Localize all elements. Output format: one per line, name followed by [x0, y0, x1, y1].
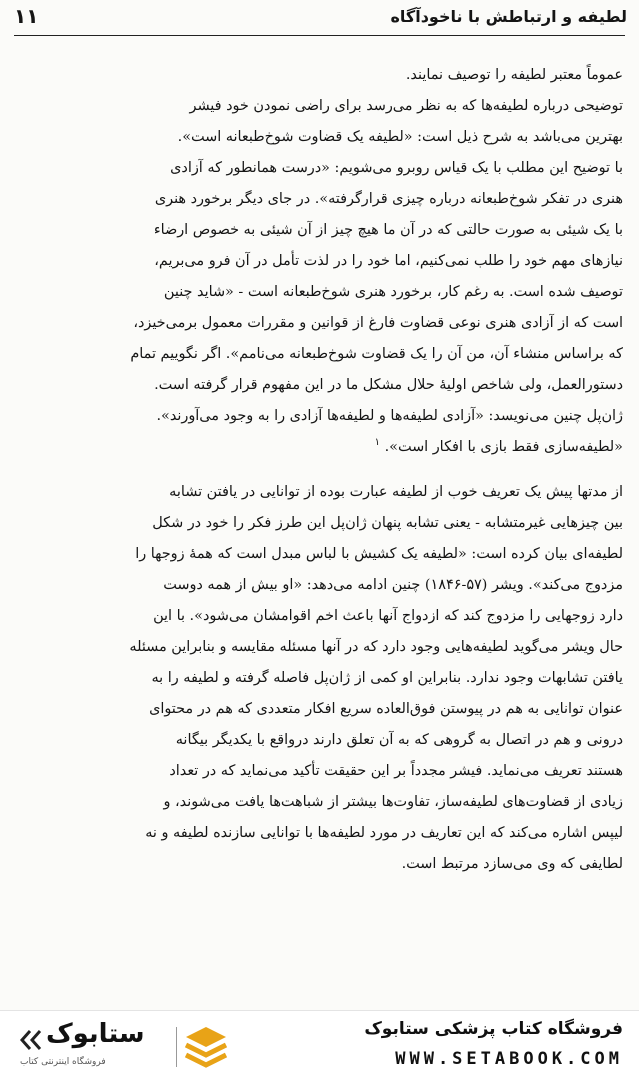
- header-divider: [14, 35, 625, 36]
- text-line: بهترین می‌باشد به شرح ذیل است: «لطیفه یک قضاوت شوخ‌طبعانه است».: [177, 129, 623, 145]
- text-line-with-footnote: [20, 432, 623, 463]
- double-chevron-icon: [16, 1025, 46, 1055]
- text-line: هنری در تفکر شوخ‌طبعانه درباره چیزی قرارگرفته». در جای دیگر برخورد هنری: [154, 191, 623, 207]
- text-line: نیازهای مهم خود را طلب نمی‌کنیم، اما خود را در لذت تأمل در آن فرو می‌بریم،: [154, 253, 623, 269]
- text-line: دستورالعمل، ولی شاخص اولیهٔ حلال مشکل ما در این مفهوم قرار گرفته است.: [154, 377, 623, 393]
- logo-wordmark: ستابوک: [46, 1019, 145, 1049]
- text-line-content: «لطیفه‌سازی فقط بازی با افکار است».: [384, 439, 623, 455]
- book-stack-icon: [184, 1023, 228, 1071]
- text-line: از مدتها پیش یک تعریف خوب از لطیفه عبارت بوده از توانایی در یافتن تشابه: [169, 484, 623, 500]
- text-line: بین چیزهایی غیرمتشابه - یعنی تشابه پنهان ژان‌پل این طرز فکر را خود در شکل: [152, 515, 623, 531]
- text-line: که براساس منشاء آن، من آن را یک قضاوت شوخ‌طبعانه می‌نامم». اگر نگوییم تمام: [130, 346, 623, 362]
- text-line: زیادی از قضاوت‌های لطیفه‌ساز، تفاوت‌ها بیشتر از شباهت‌ها یافت می‌شوند، و: [163, 794, 623, 810]
- text-line: است که از آزادی هنری نوعی قضاوت فارغ از قوانین و مقررات معمول برمی‌خیزد،: [133, 315, 623, 331]
- store-name: فروشگاه کتاب پزشکی ستابوک: [364, 1019, 623, 1039]
- text-line: لطیفه‌ای بیان کرده است: «لطیفه یک کشیش با لباس مبدل است که همهٔ زوجها را: [135, 546, 623, 562]
- text-line: ژان‌پل چنین می‌نویسد: «آزادی لطیفه‌ها و لطیفه‌ها آزادی را به وجود می‌آورند».: [156, 408, 623, 424]
- text-line: یافتن تشابهات وجود ندارد. بنابراین او کمی از ژان‌پل فاصله گرفته و لطیفه را به: [151, 670, 623, 686]
- chapter-title: لطیفه و ارتباطش با ناخودآگاه: [390, 7, 627, 26]
- page-number: ۱۱: [14, 4, 39, 28]
- paragraph-gap: [20, 463, 623, 477]
- page-header: [0, 0, 639, 36]
- text-line: لطایفی که وی می‌سازد مرتبط است.: [401, 856, 623, 872]
- logo-divider: [176, 1027, 177, 1067]
- text-line: حال ویشر می‌گوید لطیفه‌هایی وجود دارد که در آنها مسئله مقایسه و بنابراین مسئله: [129, 639, 623, 655]
- footer-banner: [0, 1010, 639, 1081]
- text-line: مزدوج می‌کند». ویشر (۵۷-۱۸۴۶) چنین ادامه می‌دهد: «او بیش از همه دوست: [163, 577, 623, 593]
- text-line: توضیحی درباره لطیفه‌ها که به نظر می‌رسد برای راضی نمودن خود فیشر: [189, 98, 623, 114]
- text-line: عموماً معتبر لطیفه را توصیف نمایند.: [405, 67, 623, 83]
- text-line: با توضیح این مطلب با یک قیاس روبرو می‌شویم: «درست همانطور که آزادی: [170, 160, 623, 176]
- body-text: [20, 60, 623, 1000]
- footnote-reference: ۱: [374, 437, 381, 449]
- logo-tagline: فروشگاه اینترنتی کتاب: [20, 1057, 106, 1067]
- text-line: هستند تعریف می‌نماید. فیشر مجدداً بر این حقیقت تأکید می‌نماید که در تعداد: [169, 763, 623, 779]
- text-line: درونی و هم در اتصال به گروهی که به آن تعلق دارند درواقع با یکدیگر بیگانه: [175, 732, 623, 748]
- text-line: با یک شیئی به صورت حالتی که در آن ما هیچ چیز از آن شیئی به خصوص ارضاء: [153, 222, 623, 238]
- text-line: توصیف شده است. به رغم کار، برخورد هنری شوخ‌طبعانه است - «شاید چنین: [163, 284, 623, 300]
- store-url[interactable]: WWW.SETABOOK.COM: [395, 1049, 623, 1069]
- store-logo[interactable]: [16, 1017, 226, 1075]
- text-line: عنوان توانایی به هم در پیوستن فوق‌العاده سریع افکار متعددی که هم در محتوای: [149, 701, 623, 717]
- text-line: دارد زوجهایی را مزدوج کند که ازدواج آنها باعث اخم اقوامشان می‌شود». با این: [153, 608, 623, 624]
- text-line: لیپس اشاره می‌کند که این تعاریف در مورد لطیفه‌ها با توانایی سازنده لطیفه و نه: [145, 825, 623, 841]
